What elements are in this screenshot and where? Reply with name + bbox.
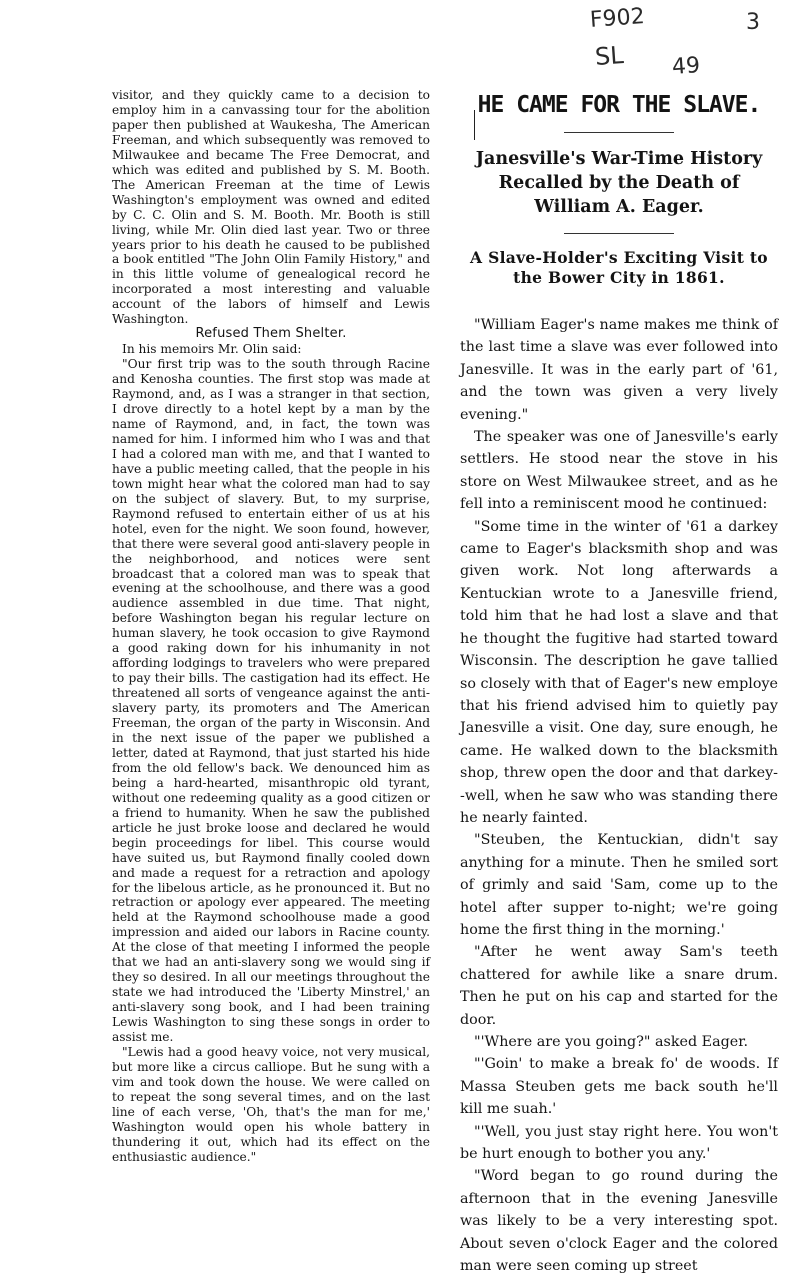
- paragraph: visitor, and they quickly came to a decision to employ him in a canvassing tour for the abolition paper then published at Waukesha, The American Freeman, and which subsequently was removed to Milwaukee and became The Free Democrat, and which was edited and published by S. M. Booth. The American Freeman at the time of Lewis Washington's employment was owned and edited by C. C. Olin and S. M. Booth. Mr. Booth is still living, while Mr. Olin died last year. Two or three years prior to his death he caused to be published a book entitled "The John Olin Family History," and in this little volume of genealogical record he incorporated a most interesting and valuable account of the labors of himself and Lewis Washington.: [112, 88, 430, 327]
- handwritten-note-initials: SL: [594, 41, 625, 71]
- paragraph: "'Well, you just stay right here. You won't be hurt enough to bother you any.': [460, 1123, 778, 1163]
- left-column: [112, 88, 430, 1165]
- paragraph: "After he went away Sam's teeth chattered for awhile like a snare drum. Then he put on his cap and started for the door.: [460, 944, 778, 1028]
- handwritten-note-catalog: F902: [589, 4, 646, 33]
- deck-rule: [564, 233, 674, 234]
- paragraph: "'Where are you going?" asked Eager.: [474, 1034, 749, 1050]
- deck-subheading: A Slave-Holder's Exciting Visit to the Bower City in 1861.: [470, 248, 768, 287]
- right-column: [460, 88, 778, 1277]
- paragraph: The speaker was one of Janesville's early settlers. He stood near the stove in his store on West Milwaukee street, and as he fell into a reminiscent mood he continued:: [460, 429, 778, 513]
- paragraph: "William Eager's name makes me think of the last time a slave was ever followed into Janesville. It was in the early part of '61, and the town was given a very lively evening.": [460, 317, 778, 423]
- paragraph: "Word began to go round during the afternoon that in the evening Janesville was likely to be a very interesting spot. About seven o'clock Eager and the colored man were seen coming up street: [460, 1168, 778, 1275]
- handwritten-note-number: 49: [671, 53, 701, 80]
- headline: HE CAME FOR THE SLAVE.: [477, 92, 761, 118]
- paragraph: "Our first trip was to the south through Racine and Kenosha counties. The first stop was made at Raymond, and, as I was a stranger in that section, I drove directly to a hotel kept by a man by the name of Raymond, and, in fact, the town was named for him. I informed him who I was and that I had a colored man with me, and that I wanted to have a public meeting called, that the people in his town might hear what the colored man had to say on the subject of slavery. But, to my surprise, Raymond refused to entertain either of us at his hotel, even for the night. We soon found, however, that there were several good anti-slavery people in the neighborhood, and notices were sent broadcast that a colored man was to speak that evening at the schoolhouse, and there was a good audience assembled in due time. That night, before Washington began his regular lecture on human slavery, he took occasion to give Raymond a good raking down for his inhumanity in not affording lodgings to travelers who were prepared to pay their bills. The castigation had its effect. He threatened all sorts of vengeance against the anti-slavery party, its promoters and The American Freeman, the organ of the party in Wisconsin. And in the next issue of the paper we published a letter, dated at Raymond, that just started his hide from the old fellow's back. We denounced him as being a hard-hearted, misanthropic old tyrant, without one redeeming quality as a good citizen or a friend to humanity. When he saw the published article he just broke loose and declared he would begin proceedings for libel. This course would have suited us, but Raymond finally cooled down and made a request for a retraction and apology for the libelous article, as he pronounced it. But no retraction or apology ever appeared. The meeting held at the Raymond schoolhouse made a good impression and aided our labors in Racine county. At the close of that meeting I informed the people that we had an anti-slavery song we would sing if they so desired. In all our meetings throughout the state we had introduced the 'Liberty Minstrel,' an anti-slavery song book, and I had been training Lewis Washington to sing these songs in order to assist me.: [112, 357, 430, 1045]
- paragraph: "Lewis had a good heavy voice, not very musical, but more like a circus calliope. But he sung with a vim and took down the house. We were called on to repeat the song several times, and on the last line of each verse, 'Oh, that's the man for me,' Washington would open his whole battery in thundering it out, which had its effect on the enthusiastic audience.": [112, 1045, 430, 1164]
- paragraph: "Some time in the winter of '61 a darkey came to Eager's blacksmith shop and was given work. Not long afterwards a Kentuckian wrote to a Janesville friend, told him that he had lost a slave and that he thought the fugitive had started toward Wisconsin. The description he gave tallied so closely with that of Eager's new employe that his friend advised him to quietly pay Janesville a visit. One day, sure enough, he came. He walked down to the blacksmith shop, threw open the door and that darkey--well, when he saw who was standing there he nearly fainted.: [460, 518, 778, 826]
- paragraph: "Steuben, the Kentuckian, didn't say anything for a minute. Then he smiled sort of grimly and said 'Sam, come up to the hotel after supper to-night; we're going home the first thing in the morning.': [460, 832, 778, 938]
- paragraph: "'Goin' to make a break fo' de woods. If Massa Steuben gets me back south he'll kill me suah.': [460, 1056, 778, 1118]
- subheading: Refused Them Shelter.: [195, 326, 347, 342]
- article-body: [460, 314, 778, 1277]
- handwritten-page-number: 3: [746, 10, 760, 35]
- paragraph: In his memoirs Mr. Olin said:: [122, 342, 302, 357]
- deck-heading: Janesville's War-Time History Recalled by the Death of William A. Eager.: [475, 149, 763, 217]
- headline-rule: [564, 132, 674, 133]
